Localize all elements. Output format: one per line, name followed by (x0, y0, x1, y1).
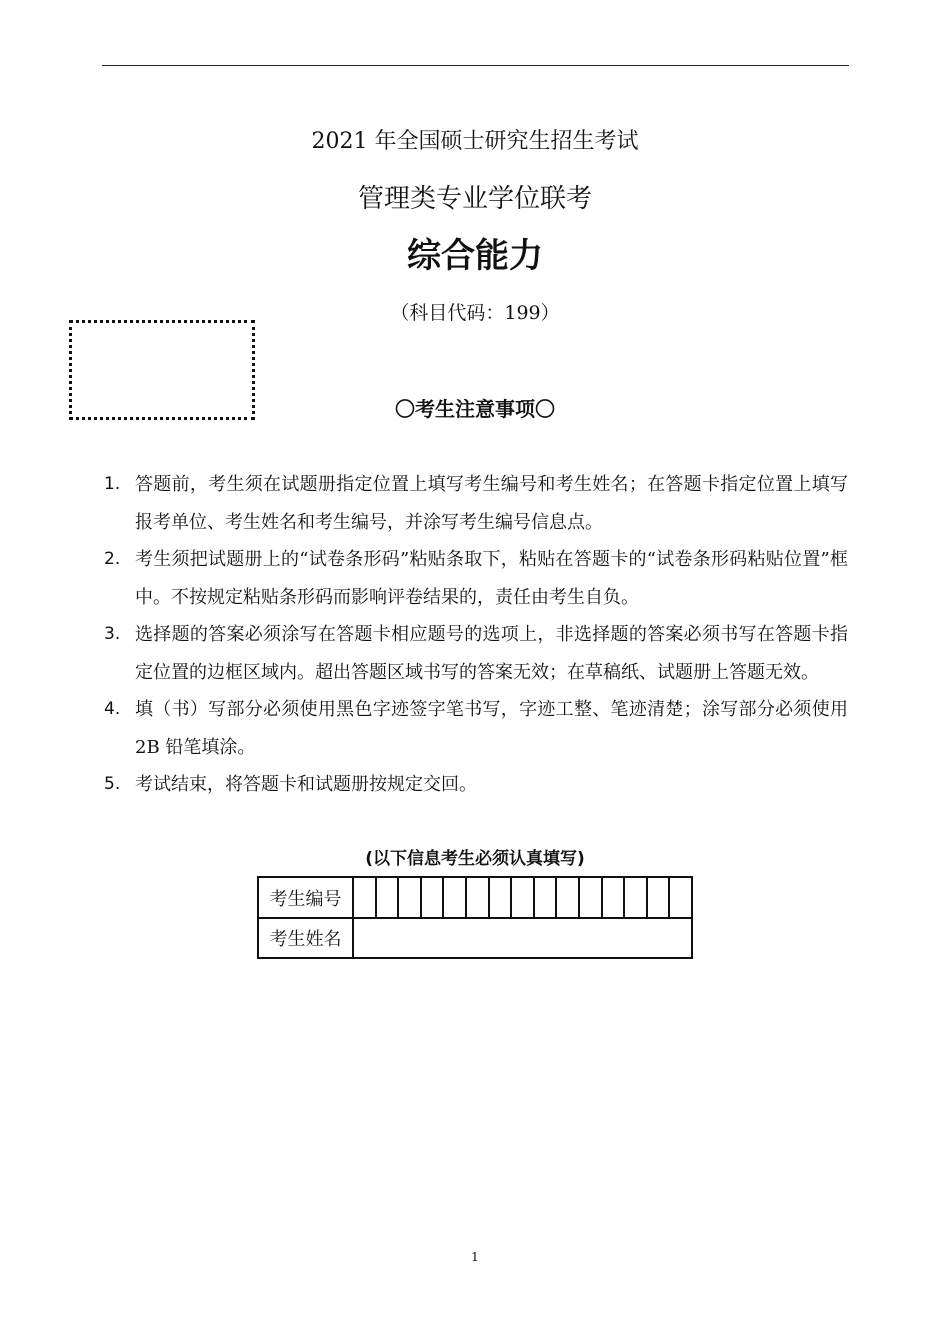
notice-text: 填（书）写部分必须使用黑色字迹签字笔书写，字迹工整、笔迹清楚；涂写部分必须使用 2B 铅笔填涂。 (135, 699, 848, 758)
candidate-id-digit-cell[interactable] (354, 878, 377, 917)
form-caption: (以下信息考生必须认真填写) (365, 849, 585, 869)
exam-subtitle: 管理类专业学位联考 (357, 184, 592, 214)
candidate-id-digit-cell[interactable] (444, 878, 467, 917)
candidate-id-digit-cell[interactable] (377, 878, 400, 917)
subject-code: （科目代码：199） (390, 302, 560, 324)
notice-item (104, 691, 848, 766)
notice-item (104, 541, 848, 616)
notice-text: 答题前，考生须在试题册指定位置上填写考生编号和考生姓名；在答题卡指定位置上填写报考单位、考生姓名和考生编号，并涂写考生编号信息点。 (135, 474, 848, 533)
candidate-id-digit-cell[interactable] (422, 878, 445, 917)
notice-number: 1. (104, 474, 121, 494)
candidate-id-digit-cell[interactable] (670, 878, 691, 917)
candidate-id-digit-cell[interactable] (580, 878, 603, 917)
candidate-id-digit-cell[interactable] (535, 878, 558, 917)
notice-number: 4. (104, 699, 121, 719)
page-number: 1 (471, 1250, 479, 1264)
candidate-id-digit-cell[interactable] (399, 878, 422, 917)
notice-text: 考试结束，将答题卡和试题册按规定交回。 (135, 774, 477, 795)
candidate-id-digit-cell[interactable] (490, 878, 513, 917)
notice-number: 5. (104, 774, 121, 794)
top-rule (102, 65, 849, 66)
notice-number: 2. (104, 549, 121, 569)
notice-item (104, 766, 848, 804)
notice-list (104, 466, 848, 804)
notice-text: 选择题的答案必须涂写在答题卡相应题号的选项上，非选择题的答案必须书写在答题卡指定位置的边框区域内。超出答题区域书写的答案无效；在草稿纸、试题册上答题无效。 (135, 624, 848, 683)
candidate-name-field[interactable] (354, 919, 691, 957)
candidate-id-digit-cell[interactable] (557, 878, 580, 917)
candidate-name-label: 考生姓名 (259, 919, 354, 957)
candidate-name-row (259, 919, 691, 957)
notice-item (104, 466, 848, 541)
notice-number: 3. (104, 624, 121, 644)
candidate-id-row (259, 878, 691, 919)
notice-item (104, 616, 848, 691)
exam-title: 2021 年全国硕士研究生招生考试 (311, 129, 639, 154)
candidate-id-cells (354, 878, 691, 917)
candidate-id-digit-cell[interactable] (512, 878, 535, 917)
candidate-id-digit-cell[interactable] (625, 878, 648, 917)
candidate-id-digit-cell[interactable] (648, 878, 671, 917)
notice-title: 〇考生注意事项〇 (395, 397, 555, 421)
candidate-id-digit-cell[interactable] (467, 878, 490, 917)
candidate-id-label: 考生编号 (259, 878, 354, 917)
notice-text: 考生须把试题册上的“试卷条形码”粘贴条取下，粘贴在答题卡的“试卷条形码粘贴位置”框中。不按规定粘贴条形码而影响评卷结果的，责任由考生自负。 (135, 549, 848, 608)
candidate-id-digit-cell[interactable] (603, 878, 626, 917)
candidate-info-table (257, 876, 693, 959)
subject-title: 综合能力 (407, 236, 543, 276)
